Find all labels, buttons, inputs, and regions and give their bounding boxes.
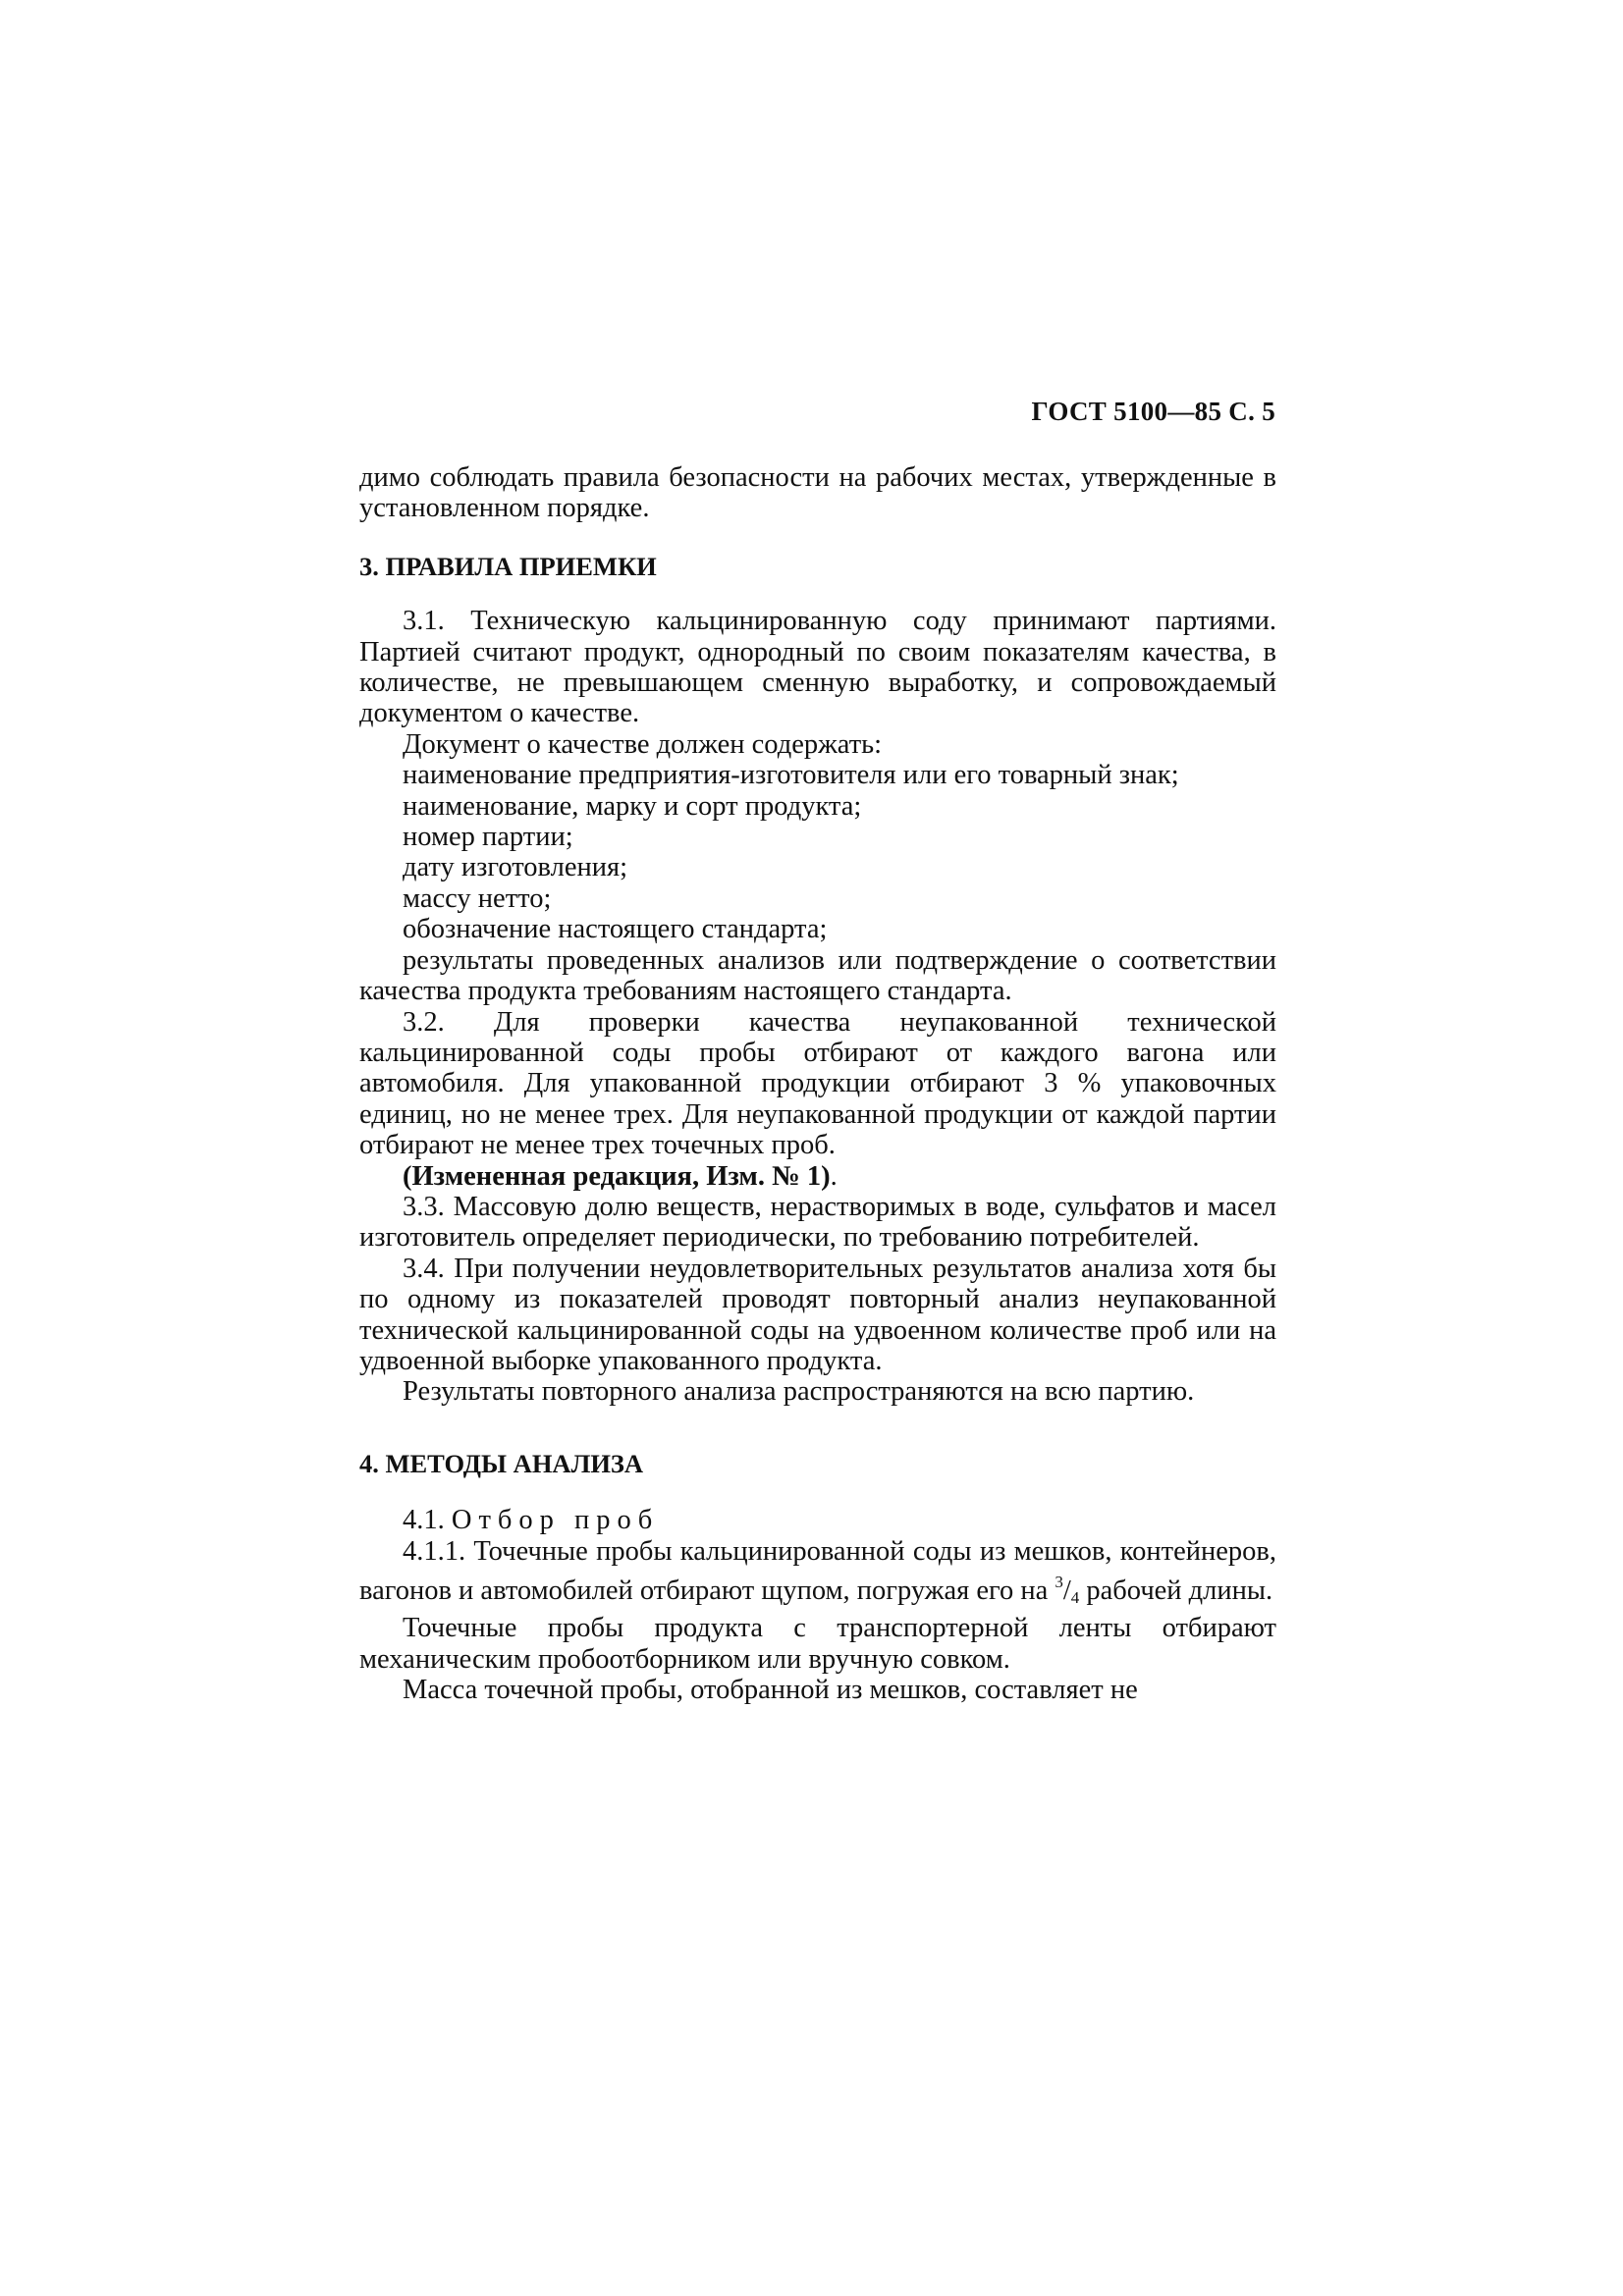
fraction-numerator: 3 (1055, 1573, 1063, 1591)
subsection-title: Отбор проб (451, 1505, 660, 1536)
list-item: наименование предприятия-изготовителя или его товарный знак; (403, 760, 1179, 791)
paragraph-4-1-1 (359, 1536, 1276, 1614)
paragraph-4-1-1-text: 4.1.1. Точечные пробы кальцинированной соды из мешков, контейнеров, вагонов и автомобилей отбирают щупом, погружая его на (359, 1535, 1276, 1606)
section-3-title: 3. ПРАВИЛА ПРИЕМКИ (359, 551, 657, 581)
subsection-number: 4.1. (403, 1505, 445, 1536)
list-item: дату изготовления; (403, 852, 628, 883)
document-body (359, 462, 1276, 1706)
paragraph-3-1: 3.1. Техническую кальцинированную соду принимают партиями. Партией считают продукт, однородный по своим показателям качества, в количестве, не превышающем сменную выработку, и сопровождаемый документом о качестве. (359, 606, 1276, 729)
fraction-separator: / (1062, 1575, 1071, 1606)
fraction-denominator: 4 (1070, 1588, 1080, 1607)
section-4-title: 4. МЕТОДЫ АНАЛИЗА (359, 1448, 644, 1478)
paragraph-4-1-1-c: Масса точечной пробы, отобранной из мешков, составляет не (403, 1675, 1138, 1706)
paragraph-3-2: 3.2. Для проверки качества неупакованной технической кальцинированной соды пробы отбирают от каждого вагона или автомобиля. Для упакованной продукции отбирают 3 % упаковочных единиц, но не менее трех. Для неупакованной продукции от каждой партии отбирают не менее трех точечных проб. (359, 1006, 1276, 1161)
paragraph-4-1-1-b: Точечные пробы продукта с транспортерной ленты отбирают механическим пробоотборником или вручную совком. (359, 1613, 1276, 1675)
list-item: результаты проведенных анализов или подтверждение о соответствии качества продукта требованиям настоящего стандарта. (359, 944, 1276, 1007)
paragraph-4-1-1-tail: рабочей длины. (1079, 1575, 1273, 1606)
amendment-note: (Измененная редакция, Изм. № 1) (403, 1160, 831, 1192)
paragraph-document-intro: Документ о качестве должен содержать: (403, 728, 883, 760)
paragraph-intro: димо соблюдать правила безопасности на рабочих местах, утвержденные в установленном порядке. (359, 462, 1276, 524)
running-header: ГОСТ 5100—85 С. 5 (1031, 397, 1275, 426)
fraction-three-quarters (1055, 1575, 1079, 1606)
list-item: обозначение настоящего стандарта; (403, 914, 828, 945)
paragraph-3-4-b: Результаты повторного анализа распространяются на всю партию. (403, 1376, 1195, 1408)
amendment-line (359, 1161, 1276, 1192)
list-item: наименование, марку и сорт продукта; (403, 790, 862, 822)
paragraph-3-4: 3.4. При получении неудовлетворительных результатов анализа хотя бы по одному из показателей проводят повторный анализ неупакованной технической кальцинированной соды на удвоенном количестве проб или на удвоенной выборке упакованного продукта. (359, 1253, 1276, 1376)
amendment-tail: . (830, 1160, 838, 1192)
subsection-4-1-heading (359, 1505, 1276, 1535)
paragraph-3-3: 3.3. Массовую долю веществ, нерастворимых в воде, сульфатов и масел изготовитель определяет периодически, по требованию потребителей. (359, 1191, 1276, 1254)
list-item: номер партии; (403, 822, 573, 853)
list-item: массу нетто; (403, 882, 552, 914)
